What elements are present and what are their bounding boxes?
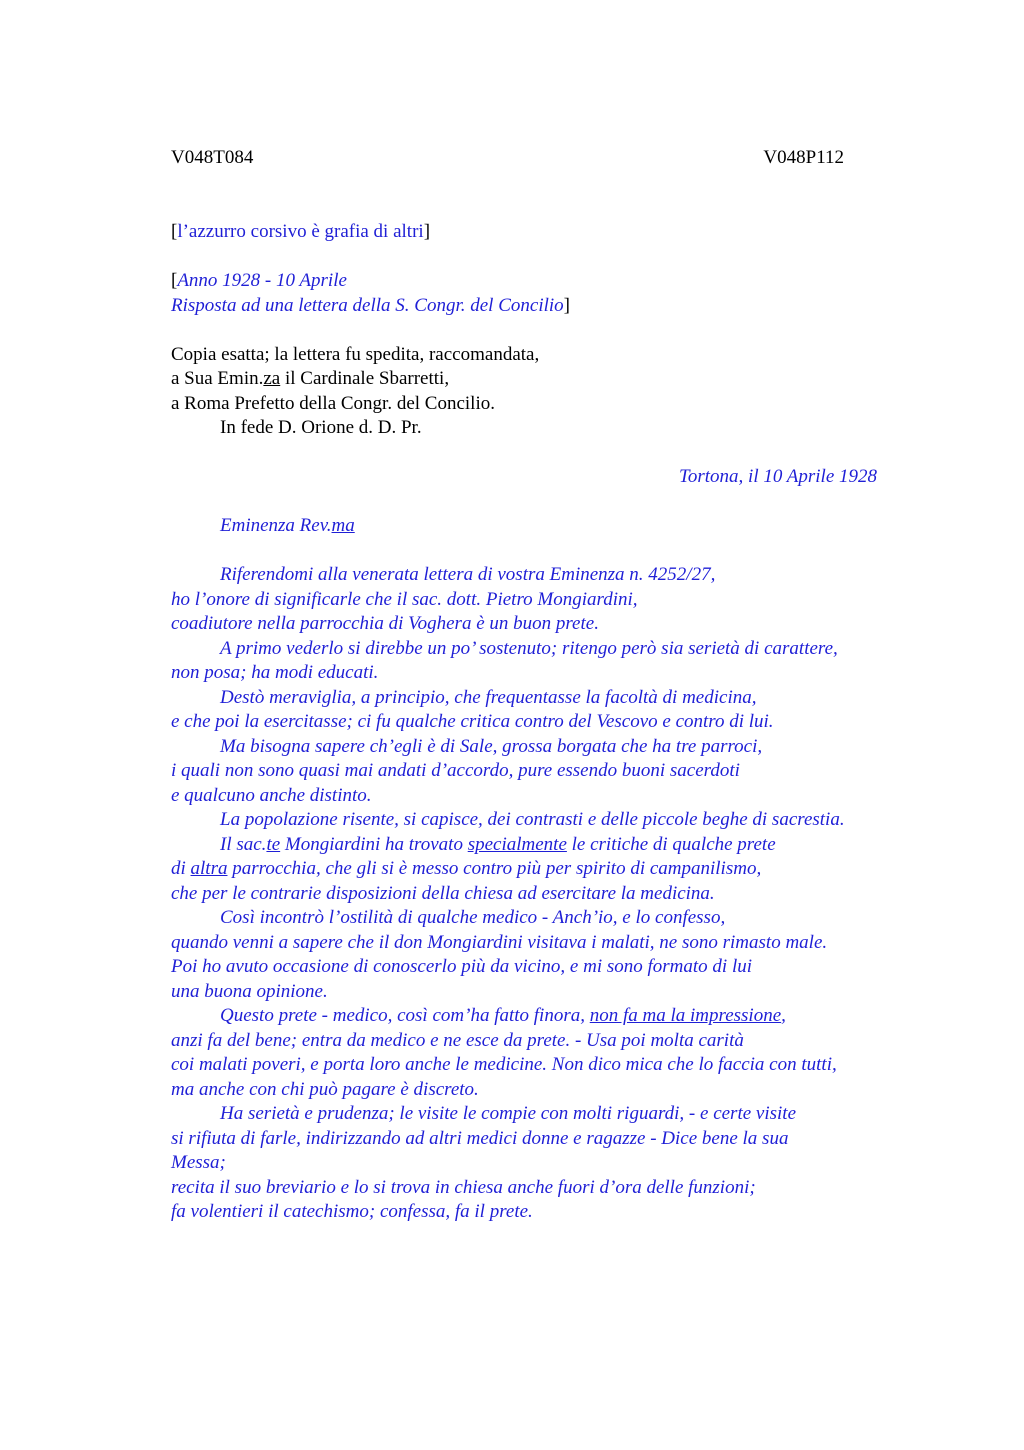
- copy-note-line: a Roma Prefetto della Congr. del Concilio.: [171, 392, 495, 414]
- copy-note-line: Copia esatta; la lettera fu spedita, raccomandata,: [171, 343, 540, 365]
- copy-note-line: a Sua Emin.za il Cardinale Sbarretti,: [171, 368, 450, 389]
- body-line: Ma bisogna sapere ch’egli è di Sale, grossa borgata che ha tre parroci,: [220, 735, 763, 757]
- body-line: Messa;: [171, 1152, 226, 1173]
- body-line: recita il suo breviario e lo si trova in chiesa anche fuori d’ora delle funzioni;: [171, 1176, 756, 1198]
- body-line: e qualcuno anche distinto.: [171, 784, 372, 806]
- editorial-heading-date: [Anno 1928 - 10 Aprile: [171, 270, 347, 291]
- body-line: Il sac.te Mongiardini ha trovato specialmente le critiche di qualche prete: [220, 833, 776, 855]
- body-line: che per le contrarie disposizioni della chiesa ad esercitare la medicina.: [171, 882, 715, 904]
- body-line: Poi ho avuto occasione di conoscerlo più da vicino, e mi sono formato di lui: [171, 956, 753, 977]
- body-line: una buona opinione.: [171, 980, 328, 1002]
- body-line: fa volentieri il catechismo; confessa, fa il prete.: [171, 1201, 533, 1222]
- editorial-note: [l’azzurro corsivo è grafia di altri]: [171, 221, 431, 242]
- body-line: coi malati poveri, e porta loro anche le medicine. Non dico mica che lo faccia con tutti,: [171, 1054, 837, 1075]
- salutation: Eminenza Rev.ma: [220, 515, 355, 536]
- body-line: Questo prete - medico, così com’ha fatto finora, non fa ma la impressione,: [220, 1005, 786, 1026]
- body-line: La popolazione risente, si capisce, dei contrasti e delle piccole beghe di sacrestia.: [220, 809, 845, 830]
- body-line: quando venni a sapere che il don Mongiardini visitava i malati, ne sono rimasto male.: [171, 931, 828, 953]
- body-line: di altra parrocchia, che gli si è messo contro più per spirito di campanilismo,: [171, 858, 762, 879]
- dateline: Tortona, il 10 Aprile 1928: [679, 466, 877, 487]
- copy-note-signature: In fede D. Orione d. D. Pr.: [220, 417, 422, 438]
- body-line: non posa; ha modi educati.: [171, 662, 379, 683]
- body-line: si rifiuta di farle, indirizzando ad altri medici donne e ragazze - Dice bene la sua: [171, 1127, 789, 1149]
- letter-body: [171, 563, 911, 1225]
- volume-text-code: V048T084: [171, 147, 254, 168]
- body-line: Destò meraviglia, a principio, che frequentasse la facoltà di medicina,: [220, 686, 757, 708]
- document-page: [171, 145, 911, 1225]
- body-line: anzi fa del bene; entra da medico e ne esce da prete. - Usa poi molta carità: [171, 1029, 744, 1051]
- body-line: i quali non sono quasi mai andati d’accordo, pure essendo buoni sacerdoti: [171, 760, 740, 781]
- body-line: coadiutore nella parrocchia di Voghera è un buon prete.: [171, 613, 599, 634]
- editorial-note-text: l’azzurro corsivo è grafia di altri: [177, 221, 424, 242]
- body-line: Riferendomi alla venerata lettera di vostra Eminenza n. 4252/27,: [220, 564, 716, 585]
- body-line: ho l’onore di significarle che il sac. dott. Pietro Mongiardini,: [171, 588, 638, 610]
- body-line: Ha serietà e prudenza; le visite le compie con molti riguardi, - e certe visite: [220, 1103, 797, 1124]
- body-line: Così incontrò l’ostilità di qualche medico - Anch’io, e lo confesso,: [220, 907, 726, 928]
- page-header: [171, 145, 844, 170]
- body-line: e che poi la esercitasse; ci fu qualche critica contro del Vescovo e contro di lui.: [171, 711, 774, 732]
- volume-page-code: V048P112: [763, 147, 844, 168]
- body-line: A primo vederlo si direbbe un po’ sostenuto; ritengo però sia serietà di carattere,: [220, 637, 838, 659]
- body-line: ma anche con chi può pagare è discreto.: [171, 1078, 479, 1100]
- editorial-heading-subject: Risposta ad una lettera della S. Congr. del Concilio]: [171, 294, 570, 316]
